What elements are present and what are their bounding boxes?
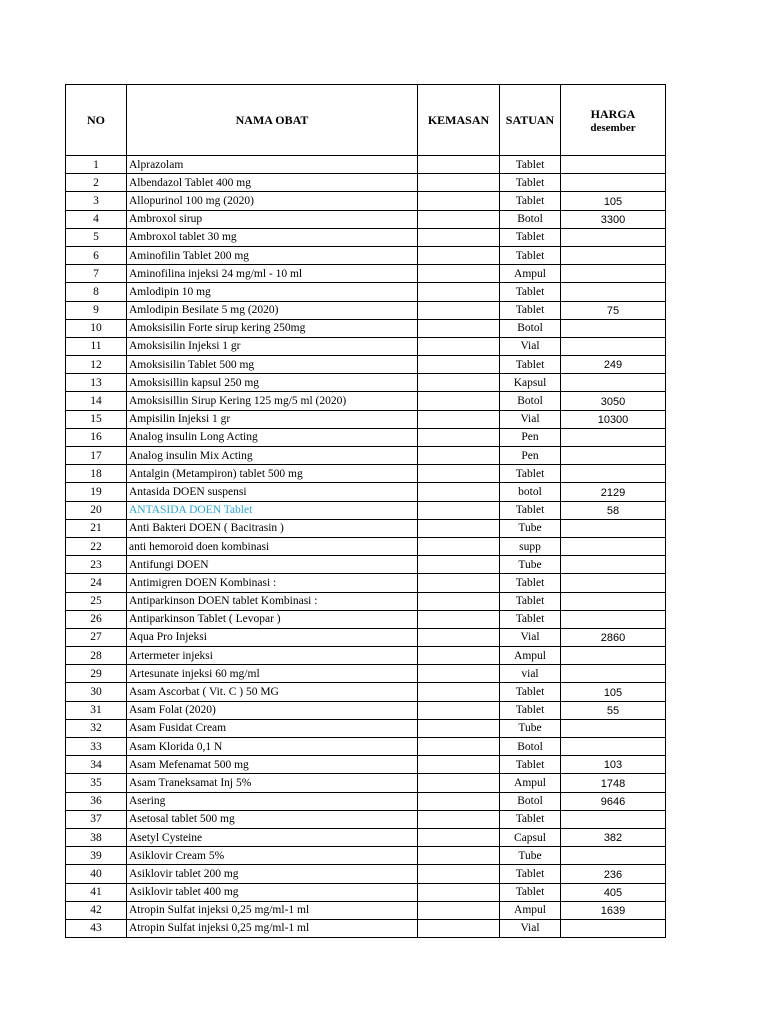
cell-kemasan — [418, 410, 500, 428]
cell-harga — [561, 447, 666, 465]
cell-kemasan — [418, 774, 500, 792]
cell-harga — [561, 665, 666, 683]
cell-satuan: Pen — [500, 447, 561, 465]
cell-nama-obat: Aminofilina injeksi 24 mg/ml - 10 ml — [127, 265, 418, 283]
table-row — [66, 228, 666, 246]
cell-kemasan — [418, 192, 500, 210]
cell-satuan: Tablet — [500, 592, 561, 610]
cell-nama-obat: Amoksisilin Forte sirup kering 250mg — [127, 319, 418, 337]
cell-no: 10 — [66, 319, 127, 337]
cell-harga: 3050 — [561, 392, 666, 410]
cell-no: 11 — [66, 337, 127, 355]
cell-satuan: Tube — [500, 556, 561, 574]
cell-satuan: Ampul — [500, 647, 561, 665]
table-row — [66, 792, 666, 810]
cell-satuan: supp — [500, 537, 561, 555]
cell-nama-obat: Asering — [127, 792, 418, 810]
cell-harga: 10300 — [561, 410, 666, 428]
cell-harga: 2860 — [561, 628, 666, 646]
cell-harga — [561, 283, 666, 301]
cell-satuan: Tablet — [500, 228, 561, 246]
cell-kemasan — [418, 865, 500, 883]
cell-no: 27 — [66, 628, 127, 646]
cell-satuan: botol — [500, 483, 561, 501]
table-row — [66, 483, 666, 501]
header-row — [66, 85, 666, 156]
table-row — [66, 337, 666, 355]
cell-no: 23 — [66, 556, 127, 574]
cell-kemasan — [418, 901, 500, 919]
cell-nama-obat: Atropin Sulfat injeksi 0,25 mg/ml-1 ml — [127, 919, 418, 937]
cell-satuan: Kapsul — [500, 374, 561, 392]
cell-harga: 2129 — [561, 483, 666, 501]
cell-kemasan — [418, 683, 500, 701]
cell-kemasan — [418, 519, 500, 537]
cell-satuan: Tablet — [500, 610, 561, 628]
cell-satuan: Tablet — [500, 301, 561, 319]
cell-harga — [561, 374, 666, 392]
table-row — [66, 501, 666, 519]
cell-no: 36 — [66, 792, 127, 810]
cell-no: 6 — [66, 246, 127, 264]
cell-nama-obat: Alprazolam — [127, 156, 418, 174]
cell-harga — [561, 265, 666, 283]
cell-satuan: Vial — [500, 410, 561, 428]
cell-harga: 1639 — [561, 901, 666, 919]
cell-nama-obat: Ambroxol sirup — [127, 210, 418, 228]
cell-nama-obat: Asam Fusidat Cream — [127, 719, 418, 737]
cell-harga: 236 — [561, 865, 666, 883]
cell-kemasan — [418, 592, 500, 610]
cell-no: 16 — [66, 428, 127, 446]
header-harga-label: HARGA — [590, 107, 636, 121]
cell-no: 4 — [66, 210, 127, 228]
cell-harga — [561, 738, 666, 756]
table-row — [66, 701, 666, 719]
cell-satuan: Botol — [500, 738, 561, 756]
table-row — [66, 301, 666, 319]
cell-harga — [561, 610, 666, 628]
cell-kemasan — [418, 301, 500, 319]
cell-harga — [561, 810, 666, 828]
table-row — [66, 246, 666, 264]
cell-kemasan — [418, 719, 500, 737]
cell-nama-obat: Albendazol Tablet 400 mg — [127, 174, 418, 192]
table-row — [66, 628, 666, 646]
cell-kemasan — [418, 156, 500, 174]
cell-harga: 103 — [561, 756, 666, 774]
cell-kemasan — [418, 701, 500, 719]
cell-no: 3 — [66, 192, 127, 210]
cell-harga: 105 — [561, 192, 666, 210]
cell-nama-obat: Asiklovir Cream 5% — [127, 847, 418, 865]
cell-harga — [561, 519, 666, 537]
cell-kemasan — [418, 265, 500, 283]
cell-satuan: vial — [500, 665, 561, 683]
cell-satuan: Tablet — [500, 501, 561, 519]
cell-satuan: Ampul — [500, 901, 561, 919]
table-row — [66, 665, 666, 683]
cell-harga — [561, 556, 666, 574]
cell-satuan: Tablet — [500, 574, 561, 592]
cell-no: 12 — [66, 356, 127, 374]
cell-no: 21 — [66, 519, 127, 537]
cell-kemasan — [418, 356, 500, 374]
cell-nama-obat: anti hemoroid doen kombinasi — [127, 537, 418, 555]
table-row — [66, 810, 666, 828]
cell-nama-obat: Antifungi DOEN — [127, 556, 418, 574]
cell-nama-obat: Asiklovir tablet 200 mg — [127, 865, 418, 883]
cell-harga — [561, 319, 666, 337]
cell-harga — [561, 228, 666, 246]
cell-nama-obat: Amoksisilin Tablet 500 mg — [127, 356, 418, 374]
table-row — [66, 465, 666, 483]
cell-nama-obat: Analog insulin Mix Acting — [127, 447, 418, 465]
cell-harga — [561, 919, 666, 937]
cell-harga: 382 — [561, 828, 666, 846]
cell-harga: 3300 — [561, 210, 666, 228]
table-row — [66, 647, 666, 665]
table-row — [66, 447, 666, 465]
cell-satuan: Vial — [500, 628, 561, 646]
cell-satuan: Tablet — [500, 356, 561, 374]
cell-no: 2 — [66, 174, 127, 192]
table-row — [66, 210, 666, 228]
cell-kemasan — [418, 738, 500, 756]
table-row — [66, 574, 666, 592]
cell-nama-obat: Artesunate injeksi 60 mg/ml — [127, 665, 418, 683]
table-row — [66, 156, 666, 174]
cell-harga: 1748 — [561, 774, 666, 792]
cell-harga: 249 — [561, 356, 666, 374]
cell-satuan: Ampul — [500, 774, 561, 792]
cell-nama-obat: Artermeter injeksi — [127, 647, 418, 665]
cell-harga: 55 — [561, 701, 666, 719]
cell-kemasan — [418, 665, 500, 683]
cell-no: 28 — [66, 647, 127, 665]
cell-no: 19 — [66, 483, 127, 501]
cell-harga: 405 — [561, 883, 666, 901]
table-row — [66, 883, 666, 901]
header-harga-month: desember — [590, 122, 636, 134]
cell-satuan: Botol — [500, 392, 561, 410]
table-row — [66, 537, 666, 555]
cell-harga — [561, 847, 666, 865]
cell-nama-obat: Antalgin (Metampiron) tablet 500 mg — [127, 465, 418, 483]
cell-satuan: Botol — [500, 210, 561, 228]
cell-no: 25 — [66, 592, 127, 610]
cell-nama-obat: Atropin Sulfat injeksi 0,25 mg/ml-1 ml — [127, 901, 418, 919]
cell-kemasan — [418, 210, 500, 228]
cell-no: 41 — [66, 883, 127, 901]
cell-harga — [561, 574, 666, 592]
cell-kemasan — [418, 556, 500, 574]
cell-nama-obat: Amlodipin Besilate 5 mg (2020) — [127, 301, 418, 319]
table-row — [66, 265, 666, 283]
cell-no: 30 — [66, 683, 127, 701]
drug-price-table — [65, 84, 666, 938]
cell-satuan: Tablet — [500, 192, 561, 210]
cell-harga — [561, 592, 666, 610]
cell-satuan: Tablet — [500, 756, 561, 774]
table-row — [66, 283, 666, 301]
table-row — [66, 319, 666, 337]
cell-harga: 58 — [561, 501, 666, 519]
table-row — [66, 828, 666, 846]
cell-nama-obat: Asetosal tablet 500 mg — [127, 810, 418, 828]
cell-harga: 105 — [561, 683, 666, 701]
cell-nama-obat: Amoksisillin Sirup Kering 125 mg/5 ml (2020) — [127, 392, 418, 410]
cell-no: 15 — [66, 410, 127, 428]
cell-harga — [561, 156, 666, 174]
table-row — [66, 556, 666, 574]
table-row — [66, 519, 666, 537]
table-row — [66, 865, 666, 883]
table-row — [66, 756, 666, 774]
cell-no: 24 — [66, 574, 127, 592]
cell-kemasan — [418, 883, 500, 901]
cell-nama-obat: Aqua Pro Injeksi — [127, 628, 418, 646]
table-row — [66, 901, 666, 919]
cell-kemasan — [418, 319, 500, 337]
table-row — [66, 592, 666, 610]
cell-no: 22 — [66, 537, 127, 555]
cell-kemasan — [418, 337, 500, 355]
cell-nama-obat: Asetyl Cysteine — [127, 828, 418, 846]
cell-nama-obat: Asiklovir tablet 400 mg — [127, 883, 418, 901]
cell-nama-obat: Asam Mefenamat 500 mg — [127, 756, 418, 774]
table-row — [66, 374, 666, 392]
cell-kemasan — [418, 465, 500, 483]
cell-nama-obat: Antasida DOEN suspensi — [127, 483, 418, 501]
cell-kemasan — [418, 537, 500, 555]
cell-kemasan — [418, 428, 500, 446]
cell-kemasan — [418, 574, 500, 592]
cell-no: 20 — [66, 501, 127, 519]
cell-no: 42 — [66, 901, 127, 919]
cell-no: 5 — [66, 228, 127, 246]
cell-kemasan — [418, 392, 500, 410]
cell-nama-obat: Amlodipin 10 mg — [127, 283, 418, 301]
cell-nama-obat: Asam Ascorbat ( Vit. C ) 50 MG — [127, 683, 418, 701]
cell-nama-obat: Aminofilin Tablet 200 mg — [127, 246, 418, 264]
cell-nama-obat: Ambroxol tablet 30 mg — [127, 228, 418, 246]
cell-satuan: Tablet — [500, 156, 561, 174]
cell-kemasan — [418, 447, 500, 465]
cell-nama-obat: Anti Bakteri DOEN ( Bacitrasin ) — [127, 519, 418, 537]
table-row — [66, 392, 666, 410]
table-body — [66, 156, 666, 938]
header-kemasan: KEMASAN — [418, 85, 500, 156]
cell-kemasan — [418, 283, 500, 301]
cell-harga: 9646 — [561, 792, 666, 810]
cell-harga — [561, 428, 666, 446]
cell-nama-obat: Antiparkinson DOEN tablet Kombinasi : — [127, 592, 418, 610]
table-row — [66, 847, 666, 865]
table-row — [66, 174, 666, 192]
cell-harga — [561, 719, 666, 737]
cell-kemasan — [418, 647, 500, 665]
header-nama-obat: NAMA OBAT — [127, 85, 418, 156]
header-no: NO — [66, 85, 127, 156]
table-row — [66, 410, 666, 428]
table-row — [66, 774, 666, 792]
cell-nama-obat: Amoksisilin Injeksi 1 gr — [127, 337, 418, 355]
cell-satuan: Tube — [500, 519, 561, 537]
table-row — [66, 610, 666, 628]
cell-no: 17 — [66, 447, 127, 465]
table-row — [66, 356, 666, 374]
cell-no: 1 — [66, 156, 127, 174]
cell-kemasan — [418, 828, 500, 846]
cell-nama-obat: Ampisilin Injeksi 1 gr — [127, 410, 418, 428]
cell-harga — [561, 465, 666, 483]
cell-no: 32 — [66, 719, 127, 737]
cell-satuan: Botol — [500, 319, 561, 337]
cell-harga — [561, 337, 666, 355]
table-row — [66, 683, 666, 701]
cell-no: 7 — [66, 265, 127, 283]
cell-nama-obat: Asam Traneksamat Inj 5% — [127, 774, 418, 792]
cell-satuan: Tablet — [500, 865, 561, 883]
cell-no: 29 — [66, 665, 127, 683]
cell-satuan: Tablet — [500, 883, 561, 901]
cell-no: 35 — [66, 774, 127, 792]
table-row — [66, 919, 666, 937]
cell-harga — [561, 174, 666, 192]
cell-no: 38 — [66, 828, 127, 846]
cell-no: 31 — [66, 701, 127, 719]
cell-satuan: Tablet — [500, 283, 561, 301]
cell-satuan: Tablet — [500, 701, 561, 719]
cell-nama-obat: Analog insulin Long Acting — [127, 428, 418, 446]
cell-no: 39 — [66, 847, 127, 865]
cell-nama-obat: ANTASIDA DOEN Tablet — [127, 501, 418, 519]
cell-harga — [561, 537, 666, 555]
cell-satuan: Tablet — [500, 683, 561, 701]
table-row — [66, 428, 666, 446]
cell-no: 26 — [66, 610, 127, 628]
cell-kemasan — [418, 919, 500, 937]
cell-no: 40 — [66, 865, 127, 883]
cell-harga: 75 — [561, 301, 666, 319]
cell-satuan: Tablet — [500, 246, 561, 264]
cell-kemasan — [418, 792, 500, 810]
cell-satuan: Tube — [500, 719, 561, 737]
cell-nama-obat: Antimigren DOEN Kombinasi : — [127, 574, 418, 592]
cell-kemasan — [418, 246, 500, 264]
cell-no: 34 — [66, 756, 127, 774]
cell-satuan: Capsul — [500, 828, 561, 846]
cell-satuan: Botol — [500, 792, 561, 810]
cell-nama-obat: Asam Folat (2020) — [127, 701, 418, 719]
cell-kemasan — [418, 756, 500, 774]
cell-no: 37 — [66, 810, 127, 828]
cell-satuan: Vial — [500, 919, 561, 937]
cell-harga — [561, 647, 666, 665]
cell-kemasan — [418, 810, 500, 828]
cell-kemasan — [418, 483, 500, 501]
cell-nama-obat: Asam Klorida 0,1 N — [127, 738, 418, 756]
table-row — [66, 738, 666, 756]
cell-satuan: Pen — [500, 428, 561, 446]
header-harga — [561, 85, 666, 156]
cell-no: 14 — [66, 392, 127, 410]
cell-no: 43 — [66, 919, 127, 937]
cell-no: 13 — [66, 374, 127, 392]
cell-nama-obat: Allopurinol 100 mg (2020) — [127, 192, 418, 210]
cell-no: 33 — [66, 738, 127, 756]
cell-kemasan — [418, 628, 500, 646]
cell-no: 8 — [66, 283, 127, 301]
header-satuan: SATUAN — [500, 85, 561, 156]
cell-satuan: Ampul — [500, 265, 561, 283]
cell-no: 9 — [66, 301, 127, 319]
cell-satuan: Vial — [500, 337, 561, 355]
table-row — [66, 192, 666, 210]
cell-kemasan — [418, 501, 500, 519]
cell-satuan: Tube — [500, 847, 561, 865]
table-row — [66, 719, 666, 737]
cell-satuan: Tablet — [500, 465, 561, 483]
cell-no: 18 — [66, 465, 127, 483]
cell-kemasan — [418, 374, 500, 392]
cell-nama-obat: Amoksisillin kapsul 250 mg — [127, 374, 418, 392]
cell-harga — [561, 246, 666, 264]
cell-satuan: Tablet — [500, 810, 561, 828]
cell-kemasan — [418, 847, 500, 865]
cell-satuan: Tablet — [500, 174, 561, 192]
cell-nama-obat: Antiparkinson Tablet ( Levopar ) — [127, 610, 418, 628]
cell-kemasan — [418, 610, 500, 628]
cell-kemasan — [418, 174, 500, 192]
cell-kemasan — [418, 228, 500, 246]
